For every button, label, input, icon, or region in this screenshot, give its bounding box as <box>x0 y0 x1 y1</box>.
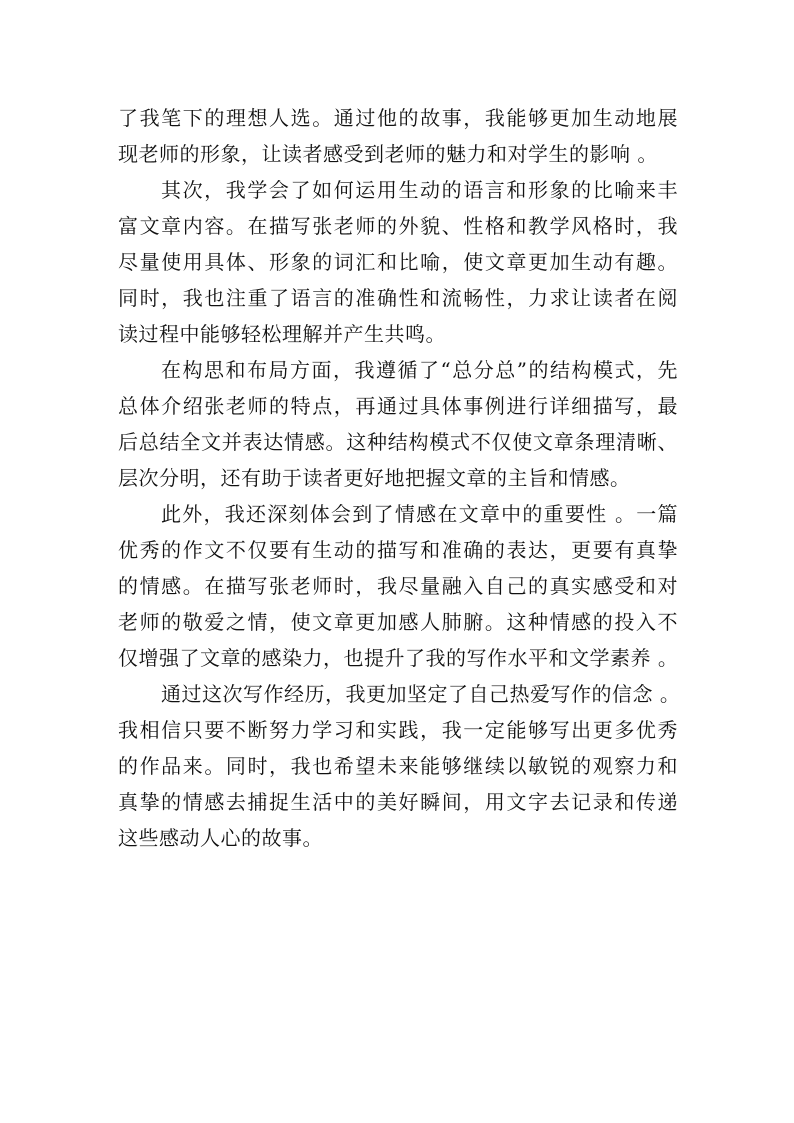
text-line: 的情感。在描写张老师时，我尽量融入自己的真实感受和对 <box>118 574 678 598</box>
text-line: 仅增强了文章的感染力，也提升了我的写作水平和文学素养 。 <box>118 646 679 670</box>
document-body <box>118 100 681 856</box>
text-line: 了我笔下的理想人选。通过他的故事，我能够更加生动地展 <box>118 106 678 130</box>
text-line: 我相信只要不断努力学习和实践，我一定能够写出更多优秀 <box>118 718 678 742</box>
text-line: 优秀的作文不仅要有生动的描写和准确的表达，更要有真挚 <box>118 538 678 562</box>
text-line: 现老师的形象，让读者感受到老师的魅力和对学生的影响 。 <box>118 142 658 166</box>
text-line: 层次分明，还有助于读者更好地把握文章的主旨和情感。 <box>118 466 631 490</box>
text-line: 后总结全文并表达情感。这种结构模式不仅使文章条理清晰、 <box>118 430 678 454</box>
text-line: 这些感动人心的故事。 <box>118 826 323 850</box>
text-line: 其次，我学会了如何运用生动的语言和形象的比喻来丰 <box>161 178 678 202</box>
text-line: 总体介绍张老师的特点，再通过具体事例进行详细描写，最 <box>118 394 678 418</box>
text-line: 老师的敬爱之情，使文章更加感人肺腑。这种情感的投入不 <box>118 610 678 634</box>
text-line: 的作品来。同时，我也希望未来能够继续以敏锐的观察力和 <box>118 754 678 778</box>
text-line: 通过这次写作经历，我更加坚定了自己热爱写作的信念 。 <box>161 682 681 706</box>
text-line: 同时，我也注重了语言的准确性和流畅性，力求让读者在阅 <box>118 286 678 310</box>
text-line: 富文章内容。在描写张老师的外貌、性格和教学风格时，我 <box>118 214 678 238</box>
text-line: 此外，我还深刻体会到了情感在文章中的重要性 。一篇 <box>161 502 678 526</box>
text-line: 读过程中能够轻松理解并产生共鸣。 <box>118 322 446 346</box>
text-line: 在构思和布局方面，我遵循了“总分总”的结构模式，先 <box>161 358 678 382</box>
text-line: 真挚的情感去捕捉生活中的美好瞬间，用文字去记录和传递 <box>118 790 678 814</box>
text-line: 尽量使用具体、形象的词汇和比喻，使文章更加生动有趣。 <box>118 250 678 274</box>
